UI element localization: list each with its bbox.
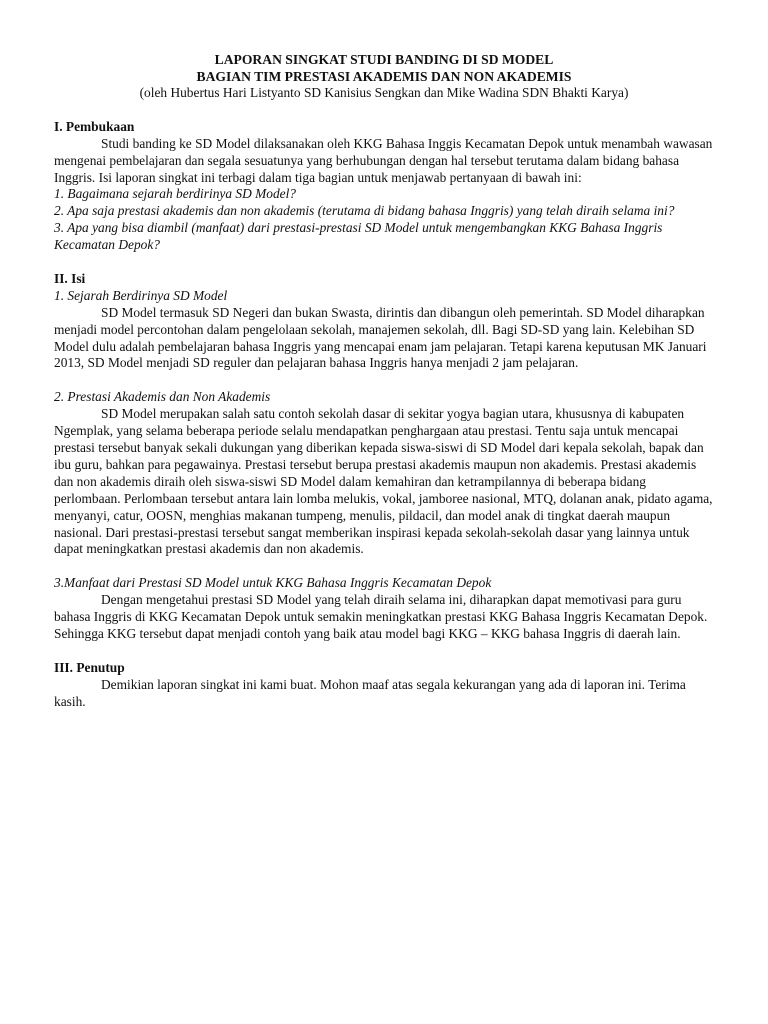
paragraph-manfaat: Dengan mengetahui prestasi SD Model yang telah diraih selama ini, diharapkan dapat memotivasi para guru bahasa Inggris di KKG Kecamatan Depok untuk semakin meningkatkan prestasi KKG Bahasa Inggris Kecamatan Depok. Sehingga KKG tersebut dapat menjadi contoh yang baik atau model bagi KKG – KKG bahasa Inggris di daerah lain. bbox=[54, 592, 708, 641]
paragraph-pembukaan: Studi banding ke SD Model dilaksanakan oleh KKG Bahasa Inggis Kecamatan Depok untuk menambah wawasan mengenai pembelajaran dan segala sesuatunya yang berhubungan dengan hal tersebut terutama dalam bidang bahasa Inggris. Isi laporan singkat ini terbagi dalam tiga bagian untuk menjawab pertanyaan di bawah ini: bbox=[54, 135, 713, 185]
spacer bbox=[54, 643, 714, 660]
document-authors: (oleh Hubertus Hari Listyanto SD Kanisius Sengkan dan Mike Wadina SDN Bhakti Karya) bbox=[139, 85, 629, 100]
section-heading-isi: II. Isi bbox=[54, 270, 86, 286]
subsection-heading-manfaat: 3.Manfaat dari Prestasi SD Model untuk KKG Bahasa Inggris Kecamatan Depok bbox=[54, 575, 492, 591]
question-2: 2. Apa saja prestasi akademis dan non akademis (terutama di bidang bahasa Inggris) yang telah diraih selama ini? bbox=[54, 203, 675, 219]
paragraph-penutup: Demikian laporan singkat ini kami buat. Mohon maaf atas segala kekurangan yang ada di laporan ini. Terima kasih. bbox=[54, 676, 686, 709]
question-1: 1. Bagaimana sejarah berdirinya SD Model? bbox=[54, 186, 296, 202]
paragraph-prestasi: SD Model merupakan salah satu contoh sekolah dasar di sekitar yogya bagian utara, khususnya di kabupaten Ngemplak, yang selama beberapa periode selalu mendapatkan penghargaan atau prestasi. Tentu saja untuk mencapai prestasi tersebut banyak sekali dukungan yang diberikan kepada siswa-siswi di SD Model dari kepala sekolah, bapak dan ibu guru, bahkan para pegawainya. Prestasi tersebut berupa prestasi akademis maupun non akademis. Prestasi akademis dan non akademis diraih oleh siswa-siswi SD Model dalam kemahiran dan ketrampilannya di beberapa bidang perlombaan. Perlombaan tersebut antara lain lomba melukis, vokal, jamboree nasional, MTQ, dolanan anak, pidato agama, menyanyi, catur, OOSN, menghias makanan tumpeng, menulis, pildacil, dan model anak di tingkat daerah maupun nasional. Dari prestasi-prestasi tersebut sangat memberikan inspirasi kepada sekolah-sekolah dasar yang lainnya untuk dapat meningkatkan prestasi akademis dan non akademis. bbox=[54, 406, 713, 557]
section-heading-pembukaan: I. Pembukaan bbox=[54, 118, 135, 134]
spacer bbox=[54, 102, 714, 119]
spacer bbox=[54, 558, 714, 575]
spacer bbox=[54, 254, 714, 271]
section-heading-penutup: III. Penutup bbox=[54, 659, 125, 675]
document-title-line1: LAPORAN SINGKAT STUDI BANDING DI SD MODEL bbox=[214, 52, 554, 67]
spacer bbox=[54, 372, 714, 389]
subsection-heading-sejarah: 1. Sejarah Berdirinya SD Model bbox=[54, 287, 228, 303]
question-3: 3. Apa yang bisa diambil (manfaat) dari prestasi-prestasi SD Model untuk mengembangkan KKG Bahasa Inggris Kecamatan Depok? bbox=[54, 220, 663, 253]
subsection-heading-prestasi: 2. Prestasi Akademis dan Non Akademis bbox=[54, 389, 271, 405]
paragraph-sejarah: SD Model termasuk SD Negeri dan bukan Swasta, dirintis dan dibangun oleh pemerintah. SD Model diharapkan menjadi model percontohan dalam pengelolaan sekolah, manajemen sekolah, dll. Bagi SD-SD yang lain. Kelebihan SD Model dulu adalah pembelajaran bahasa Inggris yang mencapai enam jam pelajaran. Tetapi karena keputusan MK Januari 2013, SD Model menjadi SD reguler dan pelajaran bahasa Inggris hanya menjadi 2 jam pelajaran. bbox=[54, 304, 707, 371]
document-title-line2: BAGIAN TIM PRESTASI AKADEMIS DAN NON AKADEMIS bbox=[196, 68, 572, 84]
